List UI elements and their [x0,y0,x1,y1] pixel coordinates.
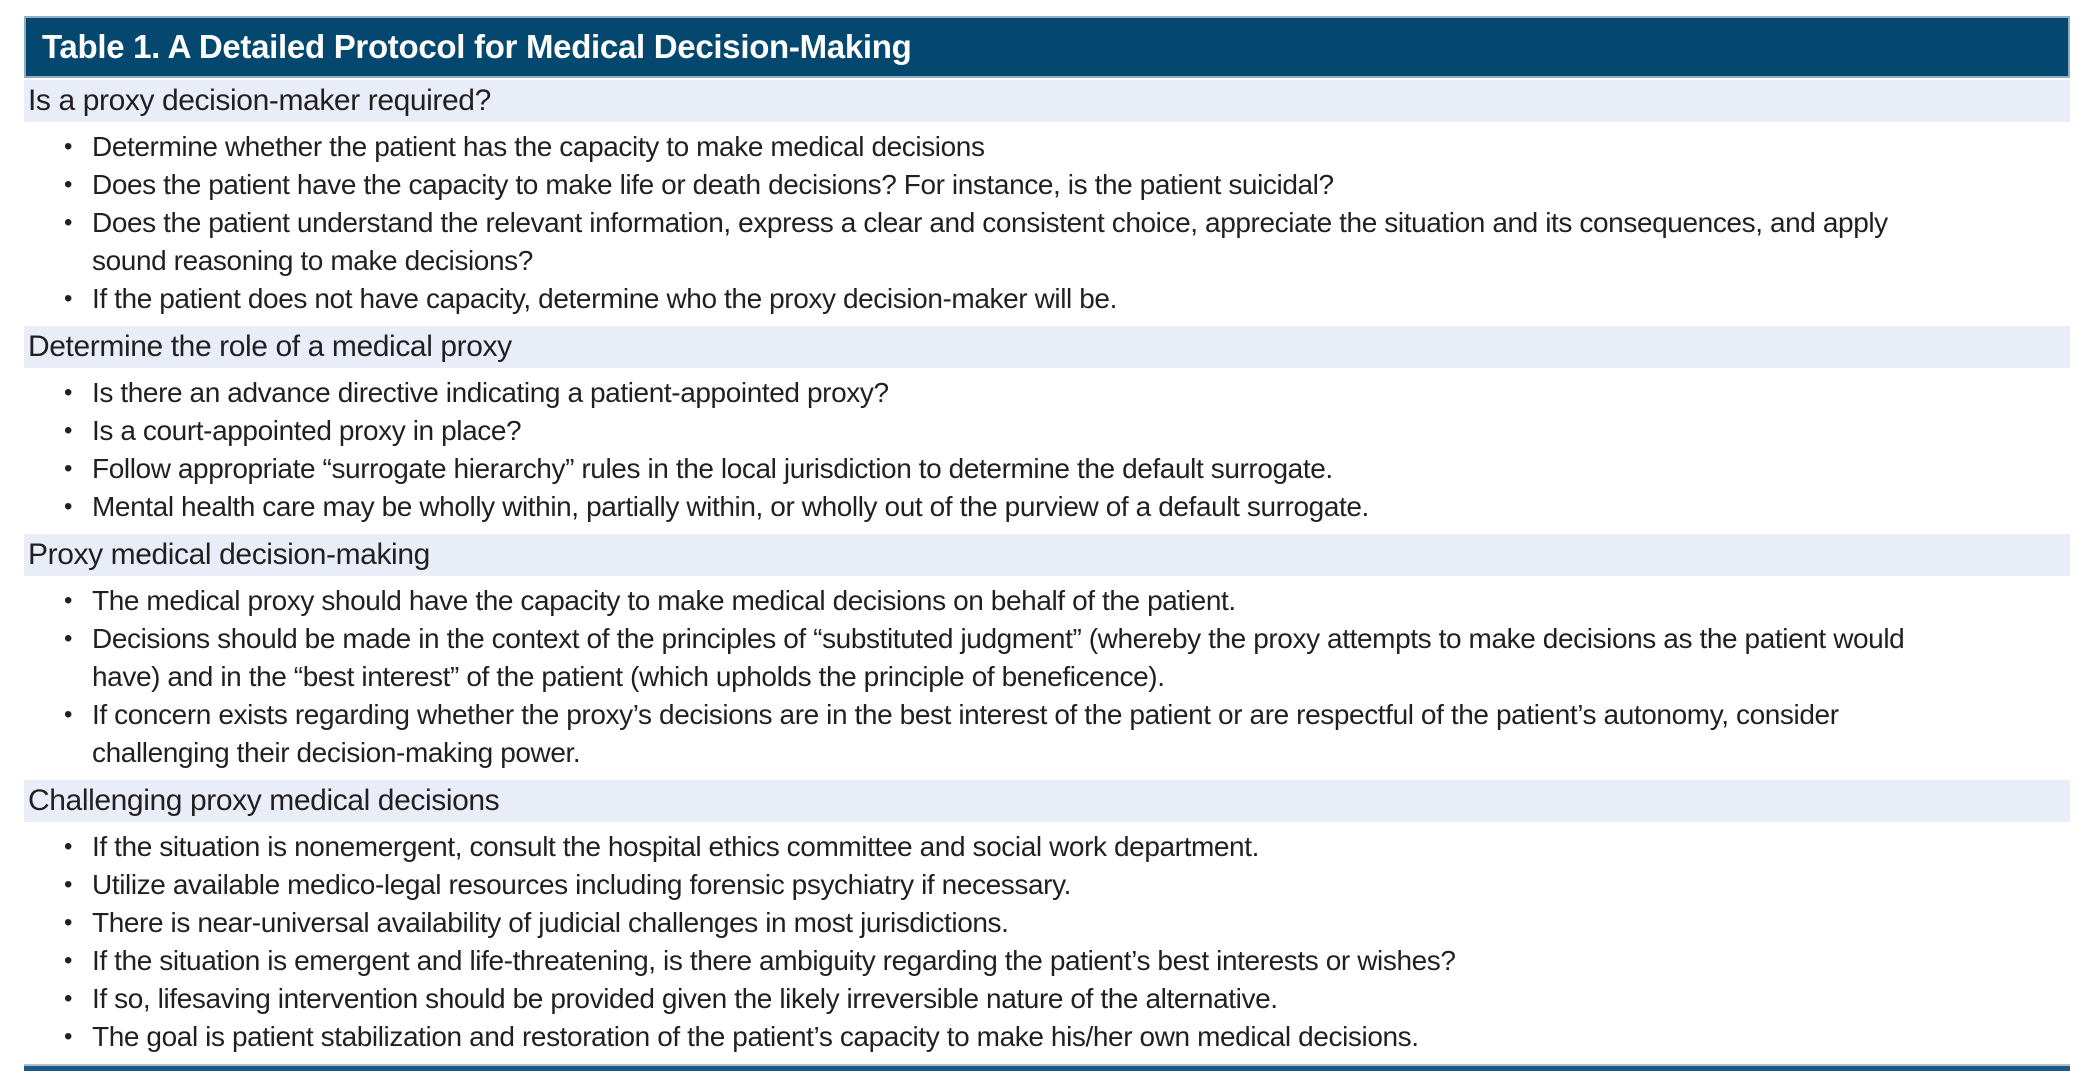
bullet-item [24,1018,2070,1056]
bullet-item [24,980,2070,1018]
table-body [24,80,2070,1062]
bullet-icon: • [64,285,73,312]
bullet-text: Is a court-appointed proxy in place? [92,415,522,446]
bullet-item [24,280,2070,318]
bullet-icon: • [64,947,73,974]
bullet-icon: • [64,133,73,160]
section-header: Determine the role of a medical proxy [24,326,2070,368]
bullet-item [24,582,2070,620]
table-section [24,780,2070,1062]
bullet-text: Is there an advance directive indicating a patient-appointed proxy? [92,377,889,408]
table-figure [24,16,2070,1071]
bullet-icon: • [64,625,73,652]
bullet-text: Mental health care may be wholly within, partially within, or wholly out of the purview of a default surrogate. [92,491,1369,522]
bullet-icon: • [64,1023,73,1050]
bullet-list [24,822,2070,1062]
bullet-text: Does the patient have the capacity to make life or death decisions? For instance, is the patient suicidal? [92,169,1334,200]
bullet-text: If the situation is nonemergent, consult the hospital ethics committee and social work department. [92,831,1259,862]
bullet-text: If concern exists regarding whether the proxy’s decisions are in the best interest of the patient or are respectful of the patient’s autonomy, consider challenging their decision-making power. [92,699,1839,768]
table-section [24,534,2070,778]
bullet-text: Decisions should be made in the context of the principles of “substituted judgment” (whereby the proxy attempts to make decisions as the patient would have) and in the “best interest” of the patient (which upholds the principle of beneficence). [92,623,1905,692]
bullet-text: Determine whether the patient has the capacity to make medical decisions [92,131,985,162]
bullet-item [24,696,2070,772]
bullet-icon: • [64,701,73,728]
bullet-item [24,828,2070,866]
bullet-item [24,866,2070,904]
bottom-rule [24,1064,2070,1071]
bullet-item [24,488,2070,526]
section-header: Proxy medical decision-making [24,534,2070,576]
bullet-item [24,166,2070,204]
bullet-item [24,128,2070,166]
bullet-text: The medical proxy should have the capacity to make medical decisions on behalf of the patient. [92,585,1236,616]
bullet-icon: • [64,171,73,198]
bullet-item [24,942,2070,980]
bullet-icon: • [64,455,73,482]
table-section [24,326,2070,532]
bullet-text: There is near-universal availability of judicial challenges in most jurisdictions. [92,907,1009,938]
bullet-icon: • [64,833,73,860]
bullet-icon: • [64,985,73,1012]
bullet-text: Does the patient understand the relevant information, express a clear and consistent choice, appreciate the situation and its consequences, and apply sound reasoning to make decisions? [92,207,1888,276]
bullet-item [24,204,2070,280]
table-title: Table 1. A Detailed Protocol for Medical Decision-Making [42,28,912,65]
bullet-text: Utilize available medico-legal resources including forensic psychiatry if necessary. [92,869,1071,900]
bullet-text: Follow appropriate “surrogate hierarchy” rules in the local jurisdiction to determine the default surrogate. [92,453,1333,484]
table-title-bar [24,16,2070,78]
section-header: Challenging proxy medical decisions [24,780,2070,822]
bullet-text: The goal is patient stabilization and restoration of the patient’s capacity to make his/her own medical decisions. [92,1021,1419,1052]
bullet-icon: • [64,587,73,614]
bullet-text: If the patient does not have capacity, determine who the proxy decision-maker will be. [92,283,1117,314]
bullet-icon: • [64,417,73,444]
bullet-item [24,412,2070,450]
bullet-item [24,450,2070,488]
bullet-list [24,576,2070,778]
bullet-list [24,368,2070,532]
section-header: Is a proxy decision-maker required? [24,80,2070,122]
bullet-list [24,122,2070,324]
bullet-icon: • [64,493,73,520]
bullet-item [24,904,2070,942]
table-section [24,80,2070,324]
bullet-icon: • [64,209,73,236]
bullet-text: If so, lifesaving intervention should be provided given the likely irreversible nature of the alternative. [92,983,1278,1014]
bullet-icon: • [64,379,73,406]
bullet-icon: • [64,871,73,898]
bullet-item [24,374,2070,412]
bullet-text: If the situation is emergent and life-threatening, is there ambiguity regarding the patient’s best interests or wishes? [92,945,1456,976]
bullet-icon: • [64,909,73,936]
bullet-item [24,620,2070,696]
